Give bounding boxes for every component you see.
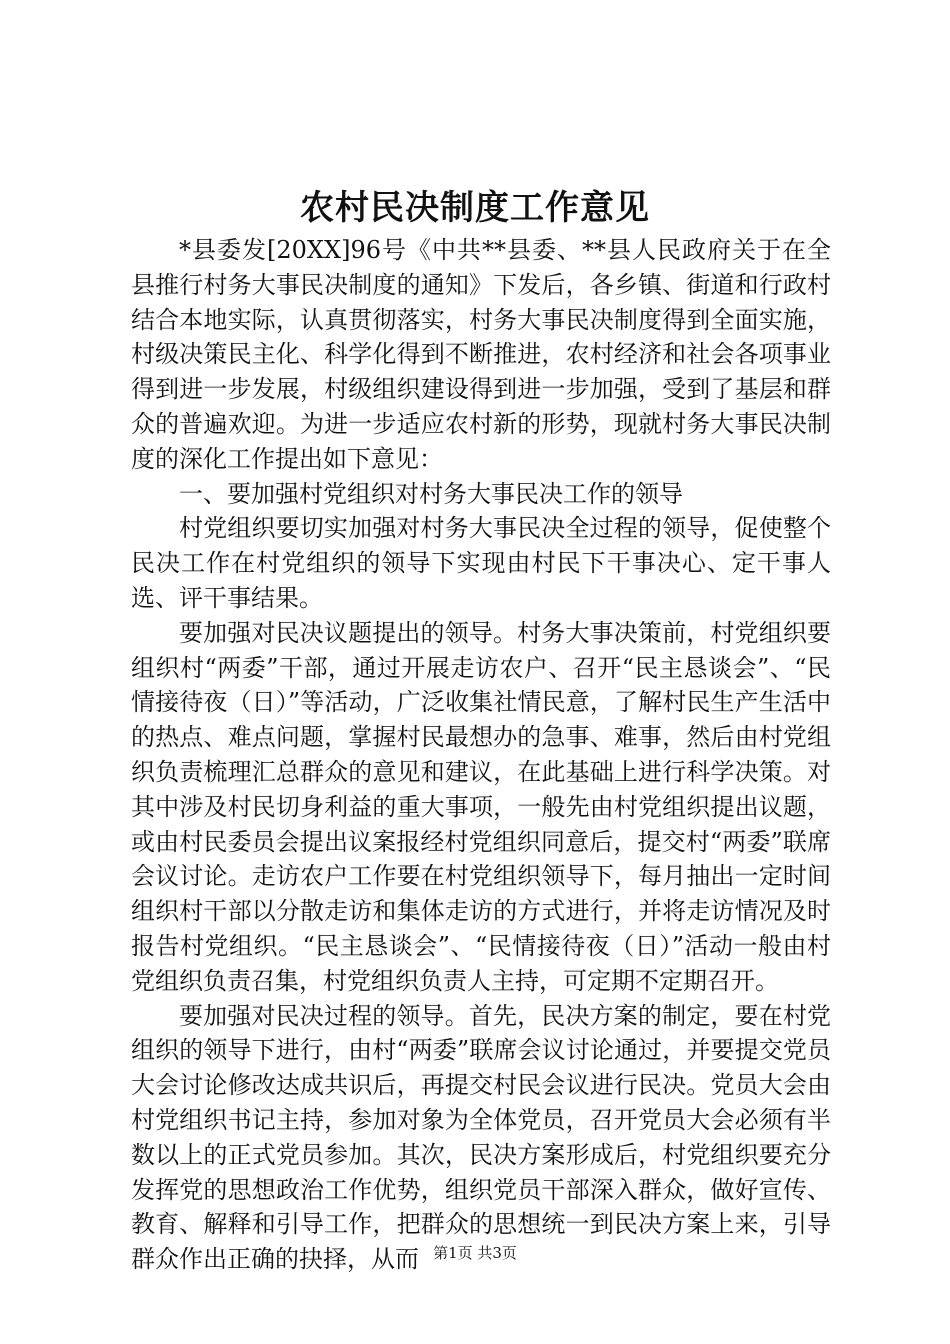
page-number-footer: 第1页 共3页 — [433, 1244, 517, 1262]
paragraph-decision-process: 要加强对民决过程的领导。首先，民决方案的制定，要在村党组织的领导下进行，由村“两委”联席会议讨论通过，并要提交党员大会讨论修改达成共识后，再提交村民会议进行民决。党员大会由村党组织书记主持，参加对象为全体党员，召开党员大会必须有半数以上的正式党员参加。其次，民决方案形成后，村党组织要充分发挥党的思想政治工作优势，组织党员干部深入群众，做好宣传、教育、解释和引导工作，把群众的思想统一到民决方案上来，引导群众作出正确的抉择，从而 — [131, 1001, 831, 1274]
section-heading-1: 一、要加强村党组织对村务大事民决工作的领导 — [179, 479, 683, 508]
paragraph-topic-proposal: 要加强对民决议题提出的领导。村务大事决策前，村党组织要组织村“两委”干部，通过开展走访农户、召开“民主恳谈会”、“民情接待夜（日）”等活动，广泛收集社情民意，了解村民生产生活中的热点、难点问题，掌握村民最想办的急事、难事，然后由村党组织负责梳理汇总群众的意见和建议，在此基础上进行科学决策。对其中涉及村民切身利益的重大事项，一般先由村党组织提出议题，或由村民委员会提出议案报经村党组织同意后，提交村“两委”联席会议讨论。走访农户工作要在村党组织领导下，每月抽出一定时间组织村干部以分散走访和集体走访的方式进行，并将走访情况及时报告村党组织。“民主恳谈会”、“民情接待夜（日）”活动一般由村党组织负责召集，村党组织负责人主持，可定期不定期召开。 — [131, 618, 831, 995]
paragraph-intro: *县委发[20XX]96号《中共**县委、**县人民政府关于在全县推行村务大事民决制度的通知》下发后，各乡镇、街道和行政村结合本地实际，认真贯彻落实，村务大事民决制度得到全面实施，村级决策民主化、科学化得到不断推进，农村经济和社会各项事业得到进一步发展，村级组织建设得到进一步加强，受到了基层和群众的普遍欢迎。为进一步适应农村新的形势，现就村务大事民决制度的深化工作提出如下意见： — [131, 236, 831, 473]
document-title: 农村民决制度工作意见 — [300, 188, 650, 228]
document-body — [131, 233, 831, 1277]
paragraph-leadership: 村党组织要切实加强对村务大事民决全过程的领导，促使整个民决工作在村党组织的领导下实现由村民下干事决心、定干事人选、评干事结果。 — [131, 514, 831, 612]
